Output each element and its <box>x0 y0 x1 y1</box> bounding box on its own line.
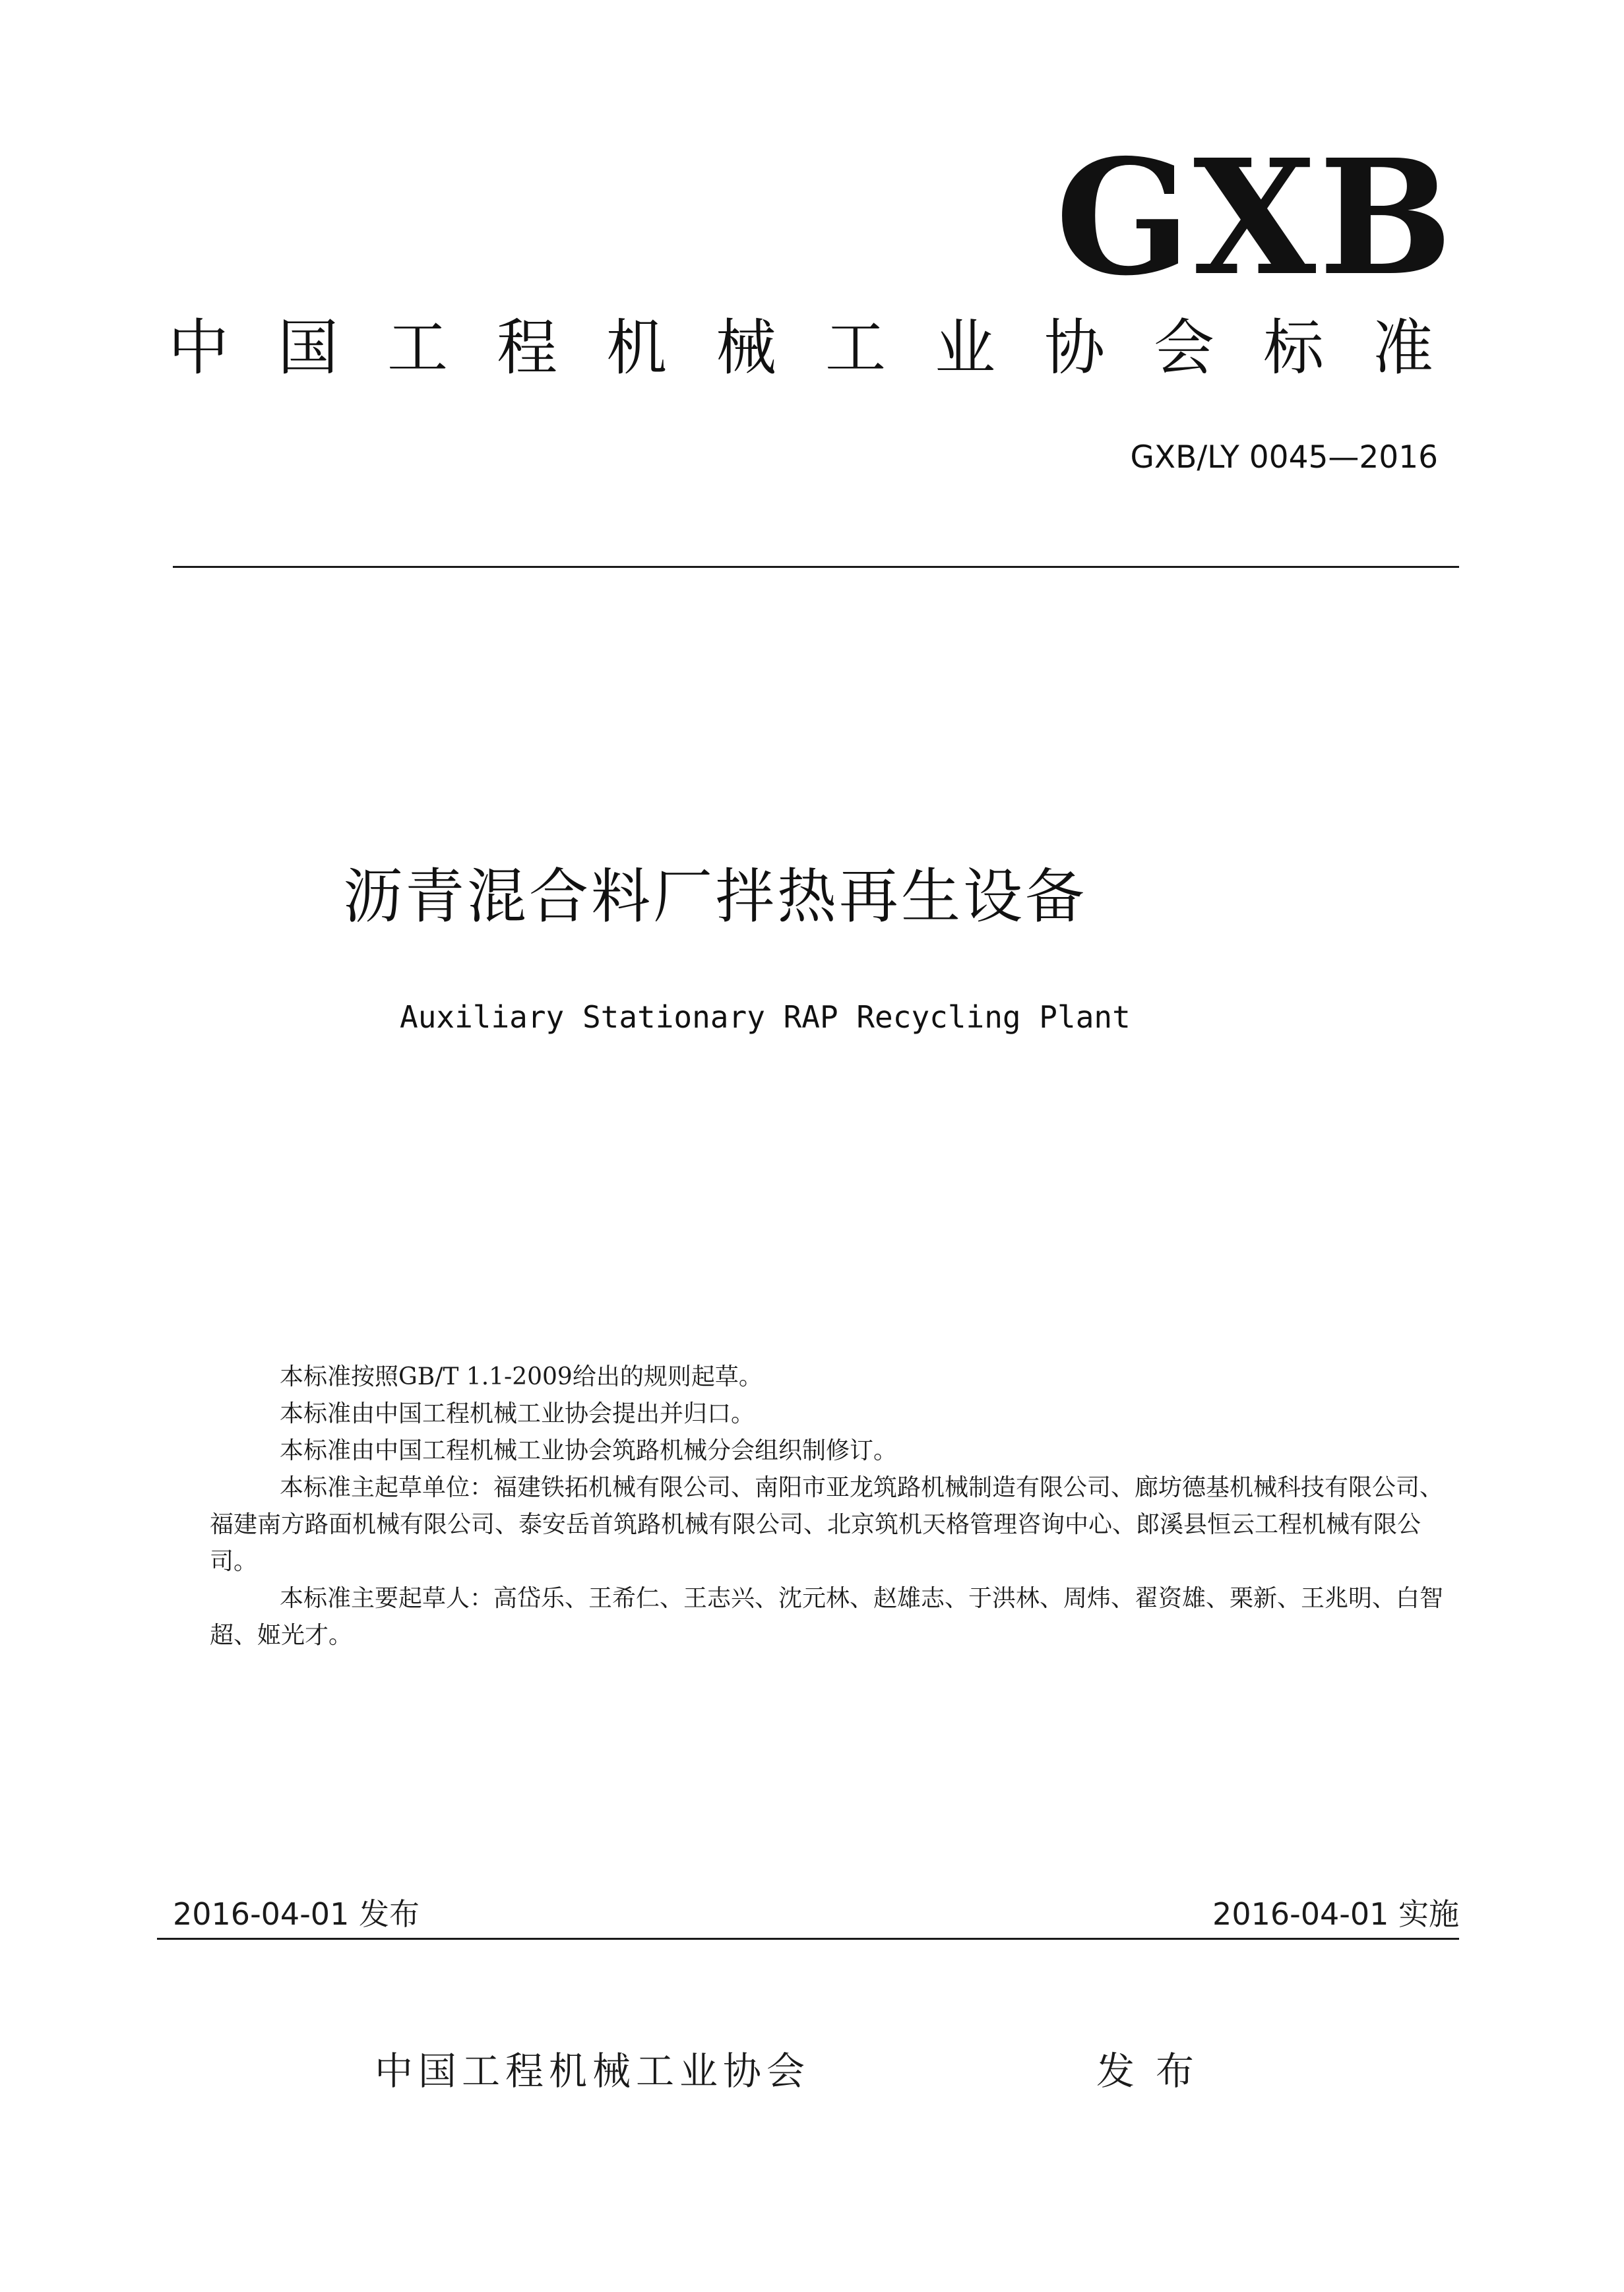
standard-code: GXB/LY 0045—2016 <box>1130 439 1438 476</box>
foreword-paragraph: 本标准按照GB/T 1.1-2009给出的规则起草。 <box>280 1363 763 1390</box>
foreword-paragraph: 本标准由中国工程机械工业协会筑路机械分会组织制修订。 <box>280 1437 898 1464</box>
gxb-logo: GXB <box>1055 125 1456 311</box>
foreword-block <box>210 1359 1463 1654</box>
foreword-paragraph: 本标准由中国工程机械工业协会提出并归口。 <box>280 1400 755 1427</box>
document-title-english: Auxiliary Stationary RAP Recycling Plant <box>400 999 1131 1035</box>
bottom-divider <box>157 1938 1459 1940</box>
publish-label: 发布 <box>1096 2049 1216 2093</box>
publish-date: 2016-04-01 发布 <box>173 1896 420 1932</box>
document-title-chinese: 沥青混合料厂拌热再生设备 <box>343 862 1087 931</box>
foreword-paragraph: 本标准主起草单位：福建铁拓机械有限公司、南阳市亚龙筑路机械制造有限公司、廊坊德基机械科技有限公司、福建南方路面机械有限公司、泰安岳首筑路机械有限公司、北京筑机天格管理咨询中心、郎溪县恒云工程机械有限公司。 <box>210 1474 1444 1575</box>
issuer-name: 中国工程机械工业协会 <box>375 2049 811 2093</box>
association-standard-title: 中国工程机械工业协会标准 <box>168 313 1483 383</box>
foreword-paragraph: 本标准主要起草人：高岱乐、王希仁、王志兴、沈元林、赵雄志、于洪林、周炜、翟资雄、栗新、王兆明、白智超、姬光才。 <box>210 1585 1444 1649</box>
top-divider <box>173 566 1459 568</box>
implement-date: 2016-04-01 实施 <box>1212 1896 1459 1932</box>
